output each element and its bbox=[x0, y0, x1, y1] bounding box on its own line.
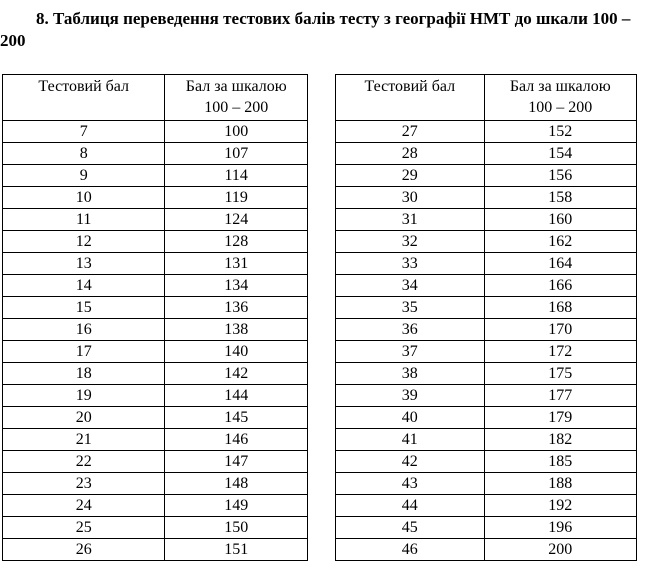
test-score-cell: 40 bbox=[336, 407, 485, 429]
test-score-cell: 12 bbox=[3, 231, 165, 253]
scale-score-cell: 158 bbox=[484, 187, 636, 209]
table-row bbox=[336, 385, 637, 407]
table-row bbox=[336, 187, 637, 209]
test-score-cell: 32 bbox=[336, 231, 485, 253]
scale-score-cell: 152 bbox=[484, 121, 636, 143]
table-row bbox=[336, 517, 637, 539]
test-score-cell: 11 bbox=[3, 209, 165, 231]
test-score-cell: 25 bbox=[3, 517, 165, 539]
test-score-cell: 16 bbox=[3, 319, 165, 341]
scale-score-cell: 150 bbox=[165, 517, 308, 539]
scale-score-cell: 100 bbox=[165, 121, 308, 143]
scale-score-cell: 119 bbox=[165, 187, 308, 209]
table-row bbox=[3, 275, 308, 297]
table-row bbox=[336, 363, 637, 385]
scale-score-cell: 142 bbox=[165, 363, 308, 385]
header-scale-score-line1: Бал за шкалою bbox=[185, 78, 287, 95]
test-score-cell: 10 bbox=[3, 187, 165, 209]
table-row bbox=[336, 297, 637, 319]
header-scale-score-line1: Бал за шкалою bbox=[509, 78, 611, 95]
table-row bbox=[3, 165, 308, 187]
table-row bbox=[3, 143, 308, 165]
table-row bbox=[3, 319, 308, 341]
scale-score-cell: 154 bbox=[484, 143, 636, 165]
table-row bbox=[3, 297, 308, 319]
test-score-cell: 7 bbox=[3, 121, 165, 143]
header-scale-score bbox=[484, 75, 636, 121]
scale-score-cell: 140 bbox=[165, 341, 308, 363]
test-score-cell: 22 bbox=[3, 451, 165, 473]
scale-score-cell: 145 bbox=[165, 407, 308, 429]
scale-score-cell: 131 bbox=[165, 253, 308, 275]
scale-score-cell: 188 bbox=[484, 473, 636, 495]
table-row bbox=[3, 407, 308, 429]
table-row bbox=[3, 539, 308, 561]
scale-score-cell: 136 bbox=[165, 297, 308, 319]
table-row bbox=[336, 341, 637, 363]
test-score-cell: 31 bbox=[336, 209, 485, 231]
test-score-cell: 36 bbox=[336, 319, 485, 341]
table-row bbox=[336, 473, 637, 495]
test-score-cell: 28 bbox=[336, 143, 485, 165]
test-score-cell: 20 bbox=[3, 407, 165, 429]
conversion-table-left bbox=[2, 74, 308, 561]
scale-score-cell: 114 bbox=[165, 165, 308, 187]
table-row bbox=[3, 253, 308, 275]
table-row bbox=[336, 319, 637, 341]
test-score-cell: 24 bbox=[3, 495, 165, 517]
test-score-cell: 39 bbox=[336, 385, 485, 407]
table-row bbox=[3, 451, 308, 473]
scale-score-cell: 147 bbox=[165, 451, 308, 473]
table-row bbox=[336, 429, 637, 451]
test-score-cell: 30 bbox=[336, 187, 485, 209]
scale-score-cell: 134 bbox=[165, 275, 308, 297]
table-header-row bbox=[3, 75, 308, 121]
test-score-cell: 26 bbox=[3, 539, 165, 561]
scale-score-cell: 138 bbox=[165, 319, 308, 341]
test-score-cell: 9 bbox=[3, 165, 165, 187]
scale-score-cell: 128 bbox=[165, 231, 308, 253]
scale-score-cell: 148 bbox=[165, 473, 308, 495]
test-score-cell: 45 bbox=[336, 517, 485, 539]
table-row bbox=[336, 275, 637, 297]
scale-score-cell: 175 bbox=[484, 363, 636, 385]
table-row bbox=[3, 209, 308, 231]
test-score-cell: 42 bbox=[336, 451, 485, 473]
table-row bbox=[336, 143, 637, 165]
scale-score-cell: 162 bbox=[484, 231, 636, 253]
scale-score-cell: 149 bbox=[165, 495, 308, 517]
scale-score-cell: 196 bbox=[484, 517, 636, 539]
scale-score-cell: 146 bbox=[165, 429, 308, 451]
test-score-cell: 15 bbox=[3, 297, 165, 319]
scale-score-cell: 168 bbox=[484, 297, 636, 319]
table-row bbox=[336, 253, 637, 275]
test-score-cell: 18 bbox=[3, 363, 165, 385]
test-score-cell: 29 bbox=[336, 165, 485, 187]
test-score-cell: 43 bbox=[336, 473, 485, 495]
scale-score-cell: 179 bbox=[484, 407, 636, 429]
table-row bbox=[336, 495, 637, 517]
scale-score-cell: 200 bbox=[484, 539, 636, 561]
table-row bbox=[336, 231, 637, 253]
scale-score-cell: 144 bbox=[165, 385, 308, 407]
table-row bbox=[3, 429, 308, 451]
table-row bbox=[3, 495, 308, 517]
scale-score-cell: 151 bbox=[165, 539, 308, 561]
table-row bbox=[336, 165, 637, 187]
scale-score-cell: 170 bbox=[484, 319, 636, 341]
scale-score-cell: 182 bbox=[484, 429, 636, 451]
test-score-cell: 8 bbox=[3, 143, 165, 165]
header-scale-score bbox=[165, 75, 308, 121]
scale-score-cell: 166 bbox=[484, 275, 636, 297]
header-scale-score-line2: 100 – 200 bbox=[528, 99, 593, 116]
scale-score-cell: 172 bbox=[484, 341, 636, 363]
test-score-cell: 17 bbox=[3, 341, 165, 363]
test-score-cell: 33 bbox=[336, 253, 485, 275]
table-row bbox=[3, 121, 308, 143]
header-scale-score-line2: 100 – 200 bbox=[204, 99, 269, 116]
header-test-score: Тестовий бал bbox=[3, 75, 165, 121]
test-score-cell: 34 bbox=[336, 275, 485, 297]
test-score-cell: 21 bbox=[3, 429, 165, 451]
table-row bbox=[3, 231, 308, 253]
table-row bbox=[336, 121, 637, 143]
table-row bbox=[3, 187, 308, 209]
conversion-table-right bbox=[335, 74, 637, 561]
test-score-cell: 38 bbox=[336, 363, 485, 385]
test-score-cell: 44 bbox=[336, 495, 485, 517]
header-test-score: Тестовий бал bbox=[336, 75, 485, 121]
table-row bbox=[3, 341, 308, 363]
table-row bbox=[336, 209, 637, 231]
test-score-cell: 41 bbox=[336, 429, 485, 451]
table-row bbox=[3, 385, 308, 407]
test-score-cell: 35 bbox=[336, 297, 485, 319]
scale-score-cell: 177 bbox=[484, 385, 636, 407]
scale-score-cell: 124 bbox=[165, 209, 308, 231]
scale-score-cell: 160 bbox=[484, 209, 636, 231]
table-row bbox=[3, 363, 308, 385]
test-score-cell: 46 bbox=[336, 539, 485, 561]
test-score-cell: 37 bbox=[336, 341, 485, 363]
test-score-cell: 27 bbox=[336, 121, 485, 143]
test-score-cell: 14 bbox=[3, 275, 165, 297]
test-score-cell: 19 bbox=[3, 385, 165, 407]
test-score-cell: 13 bbox=[3, 253, 165, 275]
scale-score-cell: 107 bbox=[165, 143, 308, 165]
table-row bbox=[336, 451, 637, 473]
table-row bbox=[336, 539, 637, 561]
test-score-cell: 23 bbox=[3, 473, 165, 495]
scale-score-cell: 156 bbox=[484, 165, 636, 187]
scale-score-cell: 185 bbox=[484, 451, 636, 473]
table-row bbox=[3, 473, 308, 495]
table-row bbox=[3, 517, 308, 539]
table-row bbox=[336, 407, 637, 429]
page-title: 8. Таблиця переведення тестових балів тесту з географії НМТ до шкали 100 – 200 bbox=[0, 9, 631, 50]
table-header-row bbox=[336, 75, 637, 121]
scale-score-cell: 192 bbox=[484, 495, 636, 517]
scale-score-cell: 164 bbox=[484, 253, 636, 275]
